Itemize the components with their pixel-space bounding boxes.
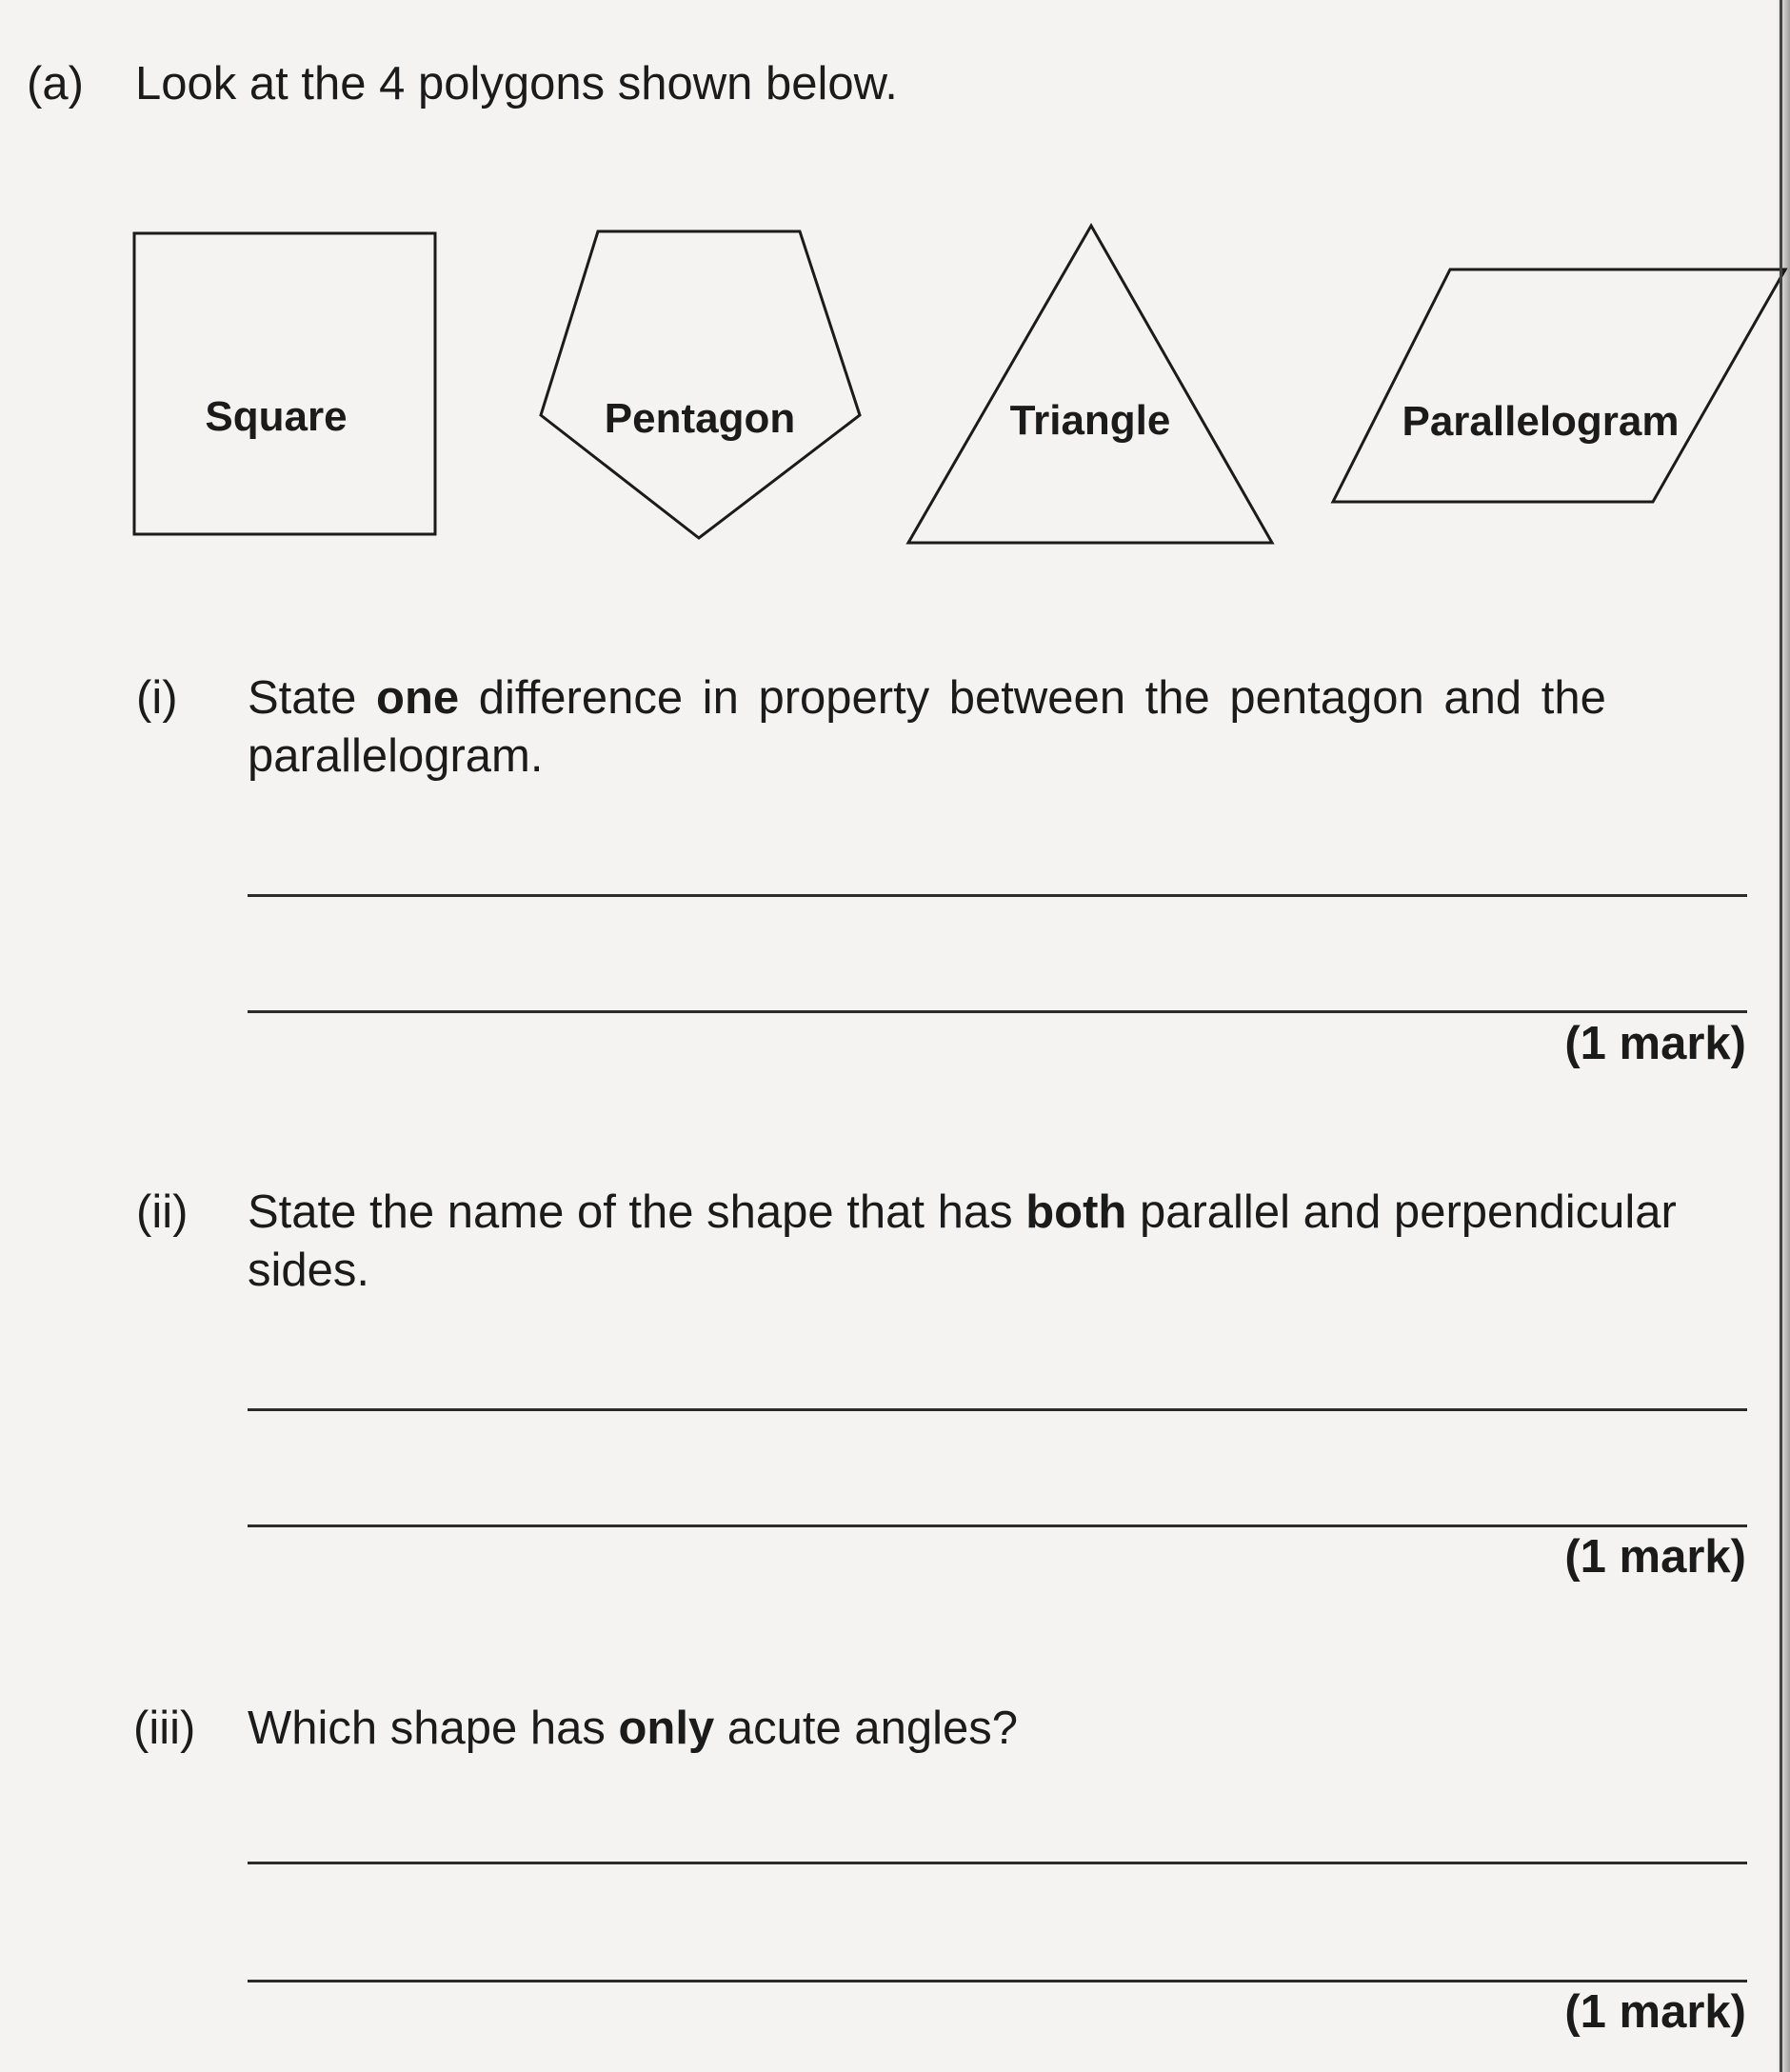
pentagon-label: Pentagon bbox=[604, 395, 796, 442]
part-intro: Look at the 4 polygons shown below. bbox=[135, 58, 898, 110]
triangle-label: Triangle bbox=[1009, 397, 1171, 444]
answer-line[interactable] bbox=[248, 894, 1747, 897]
question-i-label: (i) bbox=[136, 672, 178, 724]
page-edge-shadow bbox=[1777, 0, 1790, 2072]
pentagon-shape bbox=[541, 231, 860, 538]
question-ii-label: (ii) bbox=[136, 1186, 189, 1238]
part-label: (a) bbox=[27, 58, 84, 110]
question-iii-text: Which shape has only acute angles? bbox=[248, 1703, 1018, 1754]
question-iii-label: (iii) bbox=[133, 1703, 196, 1754]
triangle-shape bbox=[908, 226, 1272, 543]
square-shape bbox=[134, 233, 435, 534]
answer-line[interactable] bbox=[248, 1862, 1747, 1864]
parallelogram-label: Parallelogram bbox=[1402, 398, 1680, 445]
question-ii-text-line1: State the name of the shape that has both parallel and perpendicular bbox=[248, 1186, 1677, 1238]
answer-line[interactable] bbox=[248, 1010, 1747, 1013]
mark-allocation: (1 mark) bbox=[1564, 1018, 1746, 1069]
mark-allocation: (1 mark) bbox=[1564, 1531, 1746, 1583]
square-label: Square bbox=[205, 393, 348, 440]
answer-line[interactable] bbox=[248, 1524, 1747, 1527]
answer-line[interactable] bbox=[248, 1408, 1747, 1411]
polygons-figure bbox=[0, 0, 1790, 609]
mark-allocation: (1 mark) bbox=[1564, 1986, 1746, 2038]
parallelogram-shape bbox=[1333, 269, 1785, 502]
answer-line[interactable] bbox=[248, 1980, 1747, 1982]
question-i-text-line2: parallelogram. bbox=[248, 730, 544, 782]
question-ii-text-line2: sides. bbox=[248, 1245, 370, 1296]
question-i-text-line1: State one difference in property between the pentagon and the bbox=[248, 672, 1606, 724]
